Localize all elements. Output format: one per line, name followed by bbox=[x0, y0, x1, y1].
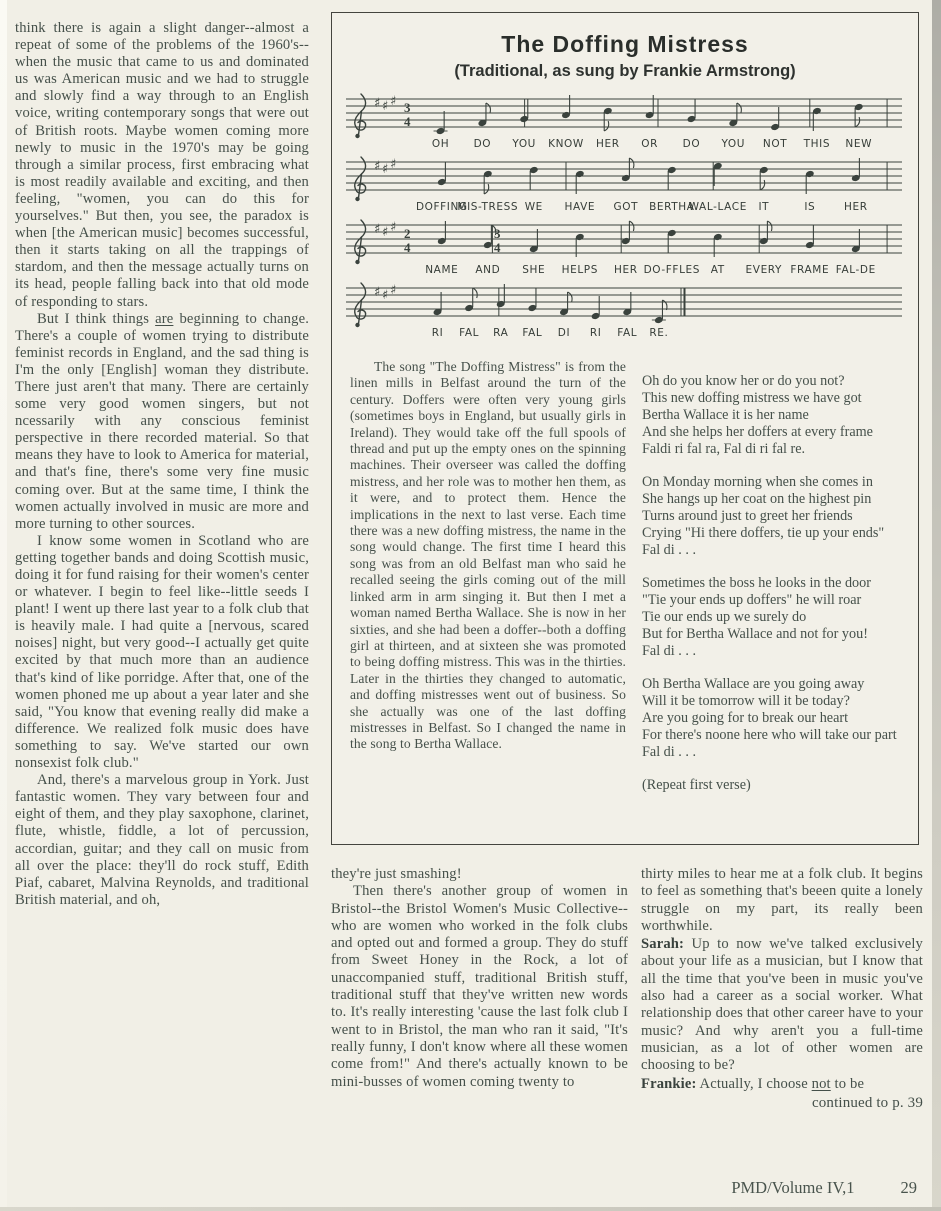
verse-line: Faldi ri fal ra, Fal di ri fal re. bbox=[642, 441, 806, 457]
treble-clef-icon bbox=[355, 94, 366, 138]
music-system bbox=[344, 219, 908, 282]
lyric-syllable: FAL bbox=[617, 327, 638, 339]
lyric-syllable: THIS bbox=[803, 138, 831, 150]
verse-line: Tie our ends up we surely do bbox=[642, 609, 807, 625]
lyric-syllable: NOT bbox=[762, 138, 788, 150]
verse-line: For there's noone here who will take our part bbox=[642, 727, 897, 743]
sharp-icon: ♯ bbox=[382, 225, 389, 240]
paragraph: they're just smashing! bbox=[331, 866, 462, 882]
time-signature: 2 bbox=[404, 226, 411, 241]
treble-clef-icon bbox=[355, 220, 366, 264]
treble-clef-icon bbox=[355, 283, 366, 327]
verse-line: This new doffing mistress we have got bbox=[642, 390, 862, 406]
verse-line: Bertha Wallace it is her name bbox=[642, 407, 809, 423]
music-system bbox=[344, 282, 908, 345]
lyric-syllable: FAL-DE bbox=[835, 264, 876, 276]
lyric-syllable: AT bbox=[710, 264, 725, 276]
lyric-syllable: BERTHA bbox=[649, 201, 695, 213]
sharp-icon: ♯ bbox=[374, 96, 381, 111]
lyric-syllable: RE. bbox=[649, 327, 669, 339]
lyric-syllable: IT bbox=[758, 201, 770, 213]
song-box-columns bbox=[332, 349, 918, 810]
paragraph: Then there's another group of women in Bristol--the Bristol Women's Music Collective--who are women who worked in the folk clubs and opted out and formed a group. They do stuff from Sweet Honey in the Rock, a lot of unaccompanied stuff, traditional British stuff, traditional stuff that they've written new words to. It's really interesting 'cause the last folk club I went to in Bristol, the man who ran it said, "It's really funny, I don't know where all these women come from!" And there's actually known to be mini-busses of women coming twenty to bbox=[331, 883, 628, 1090]
lyric-syllable: RI bbox=[431, 327, 444, 339]
sharp-icon: ♯ bbox=[390, 157, 397, 172]
lyric-syllable: FAL bbox=[459, 327, 480, 339]
sharp-icon: ♯ bbox=[390, 283, 397, 298]
bottom-right-text bbox=[641, 866, 923, 1093]
lyric-syllable: EVERY bbox=[745, 264, 783, 276]
music-notation bbox=[344, 93, 908, 345]
paragraph: think there is again a slight danger--almost a repeat of some of the problems of the 1960's--when the music that came to us and dominated us was American music and we had to struggle and slowly find a way through to an English voice, writing contemporary songs that were out of British roots. Maybe women coming more newly to music in the 1970's may be going through a similar process, first embracing what is most readily available and exciting, and then feeling, "women, you can do this for yourselves." But then, you see, the paradox is when [the American music] becomes successful, then it starts taking on all the trappings of stardom, and then the message actually turns on its head, people falling back into that old mode of responding to stars. bbox=[15, 20, 309, 310]
verse-line: Turns around just to greet her friends bbox=[642, 508, 853, 524]
lyric-syllable: HELPS bbox=[561, 264, 598, 276]
verse-line: "Tie your ends up doffers" he will roar bbox=[642, 592, 862, 608]
sharp-icon: ♯ bbox=[382, 99, 389, 114]
staff-lyrics bbox=[344, 264, 908, 279]
stanza bbox=[642, 676, 906, 761]
treble-clef-icon bbox=[355, 157, 366, 201]
lyric-syllable: RI bbox=[589, 327, 602, 339]
page-footer bbox=[331, 1178, 923, 1198]
verse-line: But for Bertha Wallace and not for you! bbox=[642, 626, 868, 642]
lyric-syllable: SHE bbox=[522, 264, 546, 276]
verse-line: On Monday morning when she comes in bbox=[642, 474, 873, 490]
scan-edge-right bbox=[932, 0, 941, 1211]
verse-line: Sometimes the boss he looks in the door bbox=[642, 575, 871, 591]
lyric-syllable: DO-FFLES bbox=[643, 264, 701, 276]
staff-lyrics bbox=[344, 138, 908, 153]
lyric-syllable: WAL-LACE bbox=[688, 201, 747, 213]
sharp-icon: ♯ bbox=[382, 288, 389, 303]
lyric-syllable: MIS-TRESS bbox=[457, 201, 519, 213]
song-background-notes bbox=[350, 359, 626, 810]
lyric-syllable: OR bbox=[641, 138, 659, 150]
left-article-column bbox=[15, 20, 309, 909]
song-box bbox=[331, 12, 919, 845]
lyric-syllable: HER bbox=[843, 201, 868, 213]
staff-lyrics bbox=[344, 327, 908, 342]
lyric-syllable: NAME bbox=[425, 264, 459, 276]
sharp-icon: ♯ bbox=[374, 159, 381, 174]
lyric-syllable: WE bbox=[524, 201, 543, 213]
paragraph: I know some women in Scotland who are getting together bands and doing Scottish music, doing it for fund raising for their women's center or whatever. I begin to feel like--little seeds I plant! I went up there last year to a folk club that is heavily male. I had quite a [nervous, scared noises] night, but very good--I actually get quite excited by that much more than an audience that's kind of like porridge. After that, one of the women phoned me up about a year later and she said, "You know that evening really did make a difference. We realized folk music does have something to say. We've started our own nonsexist folk club." bbox=[15, 532, 309, 772]
sharp-icon: ♯ bbox=[374, 285, 381, 300]
svg-text:4: 4 bbox=[404, 240, 411, 255]
verse-line: Are you going for to break our heart bbox=[642, 710, 849, 726]
paragraph: But I think things are beginning to change. There's a couple of women trying to distribute feminist records in England, and the sad thing is I'm the only [English] woman they distribute. There just aren't that many. There are certainly some very good women singers, but not ncessarily with any conscious feminist perspective in there recorded material. So that means they have to look to America for material, and that's fine, there's some very fine music coming over. But at the same time, I think the women actually involved in music are more and more turning to other sources. bbox=[15, 310, 309, 532]
lyric-syllable: DI bbox=[557, 327, 571, 339]
stanza bbox=[642, 777, 906, 794]
lyric-syllable: YOU bbox=[512, 138, 536, 150]
verse-line: Fal di . . . bbox=[642, 744, 696, 760]
music-staff bbox=[344, 282, 904, 328]
lyric-syllable: GOT bbox=[613, 201, 639, 213]
verse-line: Oh do you know her or do you not? bbox=[642, 373, 845, 389]
scan-edge-left bbox=[0, 0, 7, 1211]
svg-text:4: 4 bbox=[404, 114, 411, 129]
paragraph: thirty miles to hear me at a folk club. It begins to feel as something that's beeen quite a lonely struggle on my part, its really been worthwhile. bbox=[641, 866, 923, 934]
lyric-syllable: RA bbox=[493, 327, 509, 339]
page-number: 29 bbox=[900, 1178, 917, 1197]
lyric-syllable: OH bbox=[431, 138, 450, 150]
lyric-syllable: FAL bbox=[522, 327, 543, 339]
stanza bbox=[642, 373, 906, 458]
lyric-syllable: DOFFING bbox=[415, 201, 468, 213]
lyric-syllable: HAVE bbox=[564, 201, 596, 213]
stanza bbox=[642, 474, 906, 559]
journal-title: PMD/Volume IV,1 bbox=[731, 1178, 855, 1197]
music-system bbox=[344, 156, 908, 219]
paragraph: Frankie: Actually, I choose not to be bbox=[641, 1075, 865, 1092]
lyric-syllable: FRAME bbox=[790, 264, 830, 276]
time-signature: 3 bbox=[494, 226, 501, 241]
music-staff bbox=[344, 219, 904, 265]
music-staff bbox=[344, 93, 904, 139]
song-subtitle: (Traditional, as sung by Frankie Armstrong) bbox=[454, 62, 796, 80]
sharp-icon: ♯ bbox=[382, 162, 389, 177]
verse-line: Fal di . . . bbox=[642, 542, 696, 558]
bottom-right-column bbox=[641, 866, 923, 1112]
verse-line: Crying "Hi there doffers, tie up your ends" bbox=[642, 525, 885, 541]
continued-note: continued to p. 39 bbox=[811, 1094, 923, 1111]
lyric-syllable: KNOW bbox=[548, 138, 584, 150]
lyric-syllable: AND bbox=[475, 264, 501, 276]
paragraph: And, there's a marvelous group in York. Just fantastic women. They vary between four and eight of them, and they play saxophone, clarinet, flute, whistle, fiddle, a lot of percussion, accordian, guitar; and they call on music from all over the place: they'll do rock stuff, Edith Piaf, cabaret, Malvina Reynolds, and traditional British material, and oh, bbox=[15, 772, 309, 908]
verse-line: Fal di . . . bbox=[642, 643, 696, 659]
bottom-middle-column bbox=[331, 866, 628, 1091]
verse-line: And she helps her doffers at every frame bbox=[642, 424, 873, 440]
music-staff bbox=[344, 156, 904, 202]
stanza bbox=[642, 575, 906, 660]
scan-edge-bottom bbox=[0, 1207, 941, 1211]
verse-line: She hangs up her coat on the highest pin bbox=[642, 491, 872, 507]
paragraph: The song "The Doffing Mistress" is from the linen mills in Belfast around the turn of the century. Doffers were often very young girls (sometimes boys in England, but usually girls in Ireland). They would take off the full spools of thread and put up the empty ones on the spinning machines. Their overseer was called the doffing mistress, and her role was to mother hen them, as it were, and to protect them. Hence the implications in the next to last verse. Each time there was a new doffing mistress, the name in the song would change. The first time I heard this song was from an old Belfast man who said he recalled seeing the girls coming out of the mill linked arm in arm singing it. But then I met a woman named Bertha Wallace. She is now in her sixties, and she had been a doffer--both a doffing girl at thirteen, and at sixteen she was promoted to being doffing mistress. This was in the thirties. Later in the thirties they changed to automatic, and doffing mistresses went out of business. So she actually was one of the last doffing mistresses in Belfast. So I changed the name in the song to Bertha Wallace. bbox=[350, 359, 626, 752]
verse-line: (Repeat first verse) bbox=[642, 777, 751, 793]
lyric-syllable: DO bbox=[682, 138, 701, 150]
lyric-syllable: HER bbox=[595, 138, 620, 150]
time-signature: 3 bbox=[404, 100, 411, 115]
paragraph: Sarah: Up to now we've talked exclusively about your life as a musician, but I know that all the time that you've been in music you've also had a career as a social worker. What relationship does that other career have to your music? And why aren't you a full-time musician, as a lot of other women are choosing to be? bbox=[641, 936, 923, 1074]
lyric-syllable: DO bbox=[473, 138, 492, 150]
verse-line: Oh Bertha Wallace are you going away bbox=[642, 676, 865, 692]
music-system bbox=[344, 93, 908, 156]
lyric-syllable: NEW bbox=[845, 138, 873, 150]
lyric-syllable: HER bbox=[613, 264, 638, 276]
sharp-icon: ♯ bbox=[374, 222, 381, 237]
svg-text:4: 4 bbox=[494, 240, 501, 255]
song-lyrics bbox=[642, 359, 906, 810]
lyric-syllable: IS bbox=[804, 201, 816, 213]
lyric-syllable: YOU bbox=[721, 138, 746, 150]
song-title: The Doffing Mistress bbox=[501, 31, 749, 57]
staff-lyrics bbox=[344, 201, 908, 216]
verse-line: Will it be tomorrow will it be today? bbox=[642, 693, 850, 709]
sharp-icon: ♯ bbox=[390, 94, 397, 109]
sharp-icon: ♯ bbox=[390, 220, 397, 235]
